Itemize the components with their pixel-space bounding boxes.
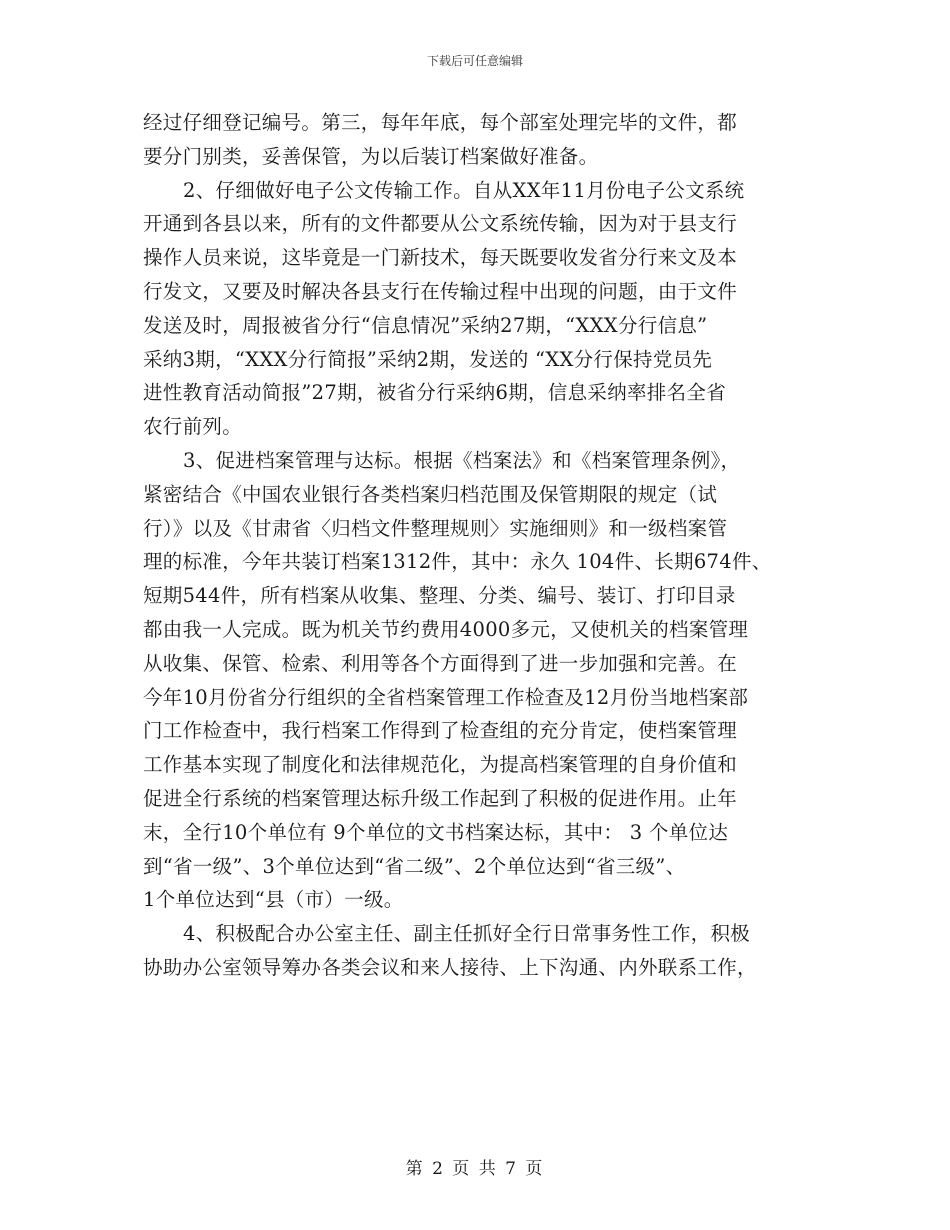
text-line: 短期544件，所有档案从收集、整理、分类、编号、装订、打印目录 bbox=[143, 584, 736, 608]
text-line: 开通到各县以来，所有的文件都要从公文系统传输，因为对于县支行 bbox=[143, 212, 738, 236]
text-line: 协助办公室领导筹办各类会议和来人接待、上下沟通、内外联系工作， bbox=[143, 955, 757, 979]
text-line: 末，全行10个单位有 9个单位的文书档案达标，其中： 3 个单位达 bbox=[143, 820, 729, 844]
text-line: 2、仔细做好电子公文传输工作。自从XX年11月份电子公文系统 bbox=[183, 178, 745, 202]
text-line: 工作基本实现了制度化和法律规范化，为提高档案管理的自身价值和 bbox=[143, 753, 738, 777]
text-line: 操作人员来说，这毕竟是一门新技术，每天既要收发省分行来文及本 bbox=[143, 246, 738, 270]
text-line: 促进全行系统的档案管理达标升级工作起到了积极的促进作用。止年 bbox=[143, 786, 738, 810]
text-line: 1个单位达到“县（市）一级。 bbox=[143, 888, 404, 912]
text-line: 采纳3期，“XXX分行简报”采纳2期，发送的 “XX分行保持党员先 bbox=[143, 347, 713, 371]
text-line: 门工作检查中，我行档案工作得到了检查组的充分肯定，使档案管理 bbox=[143, 719, 738, 743]
text-line: 今年10月份省分行组织的全省档案管理工作检查及12月份当地档案部 bbox=[143, 685, 749, 709]
text-line: 从收集、保管、检索、利用等各个方面得到了进一步加强和完善。在 bbox=[143, 651, 738, 675]
text-line: 理的标准，今年共装订档案1312件，其中：永久 104件、长期674件、 bbox=[143, 550, 772, 574]
text-line: 进性教育活动简报”27期，被省分行采纳6期，信息采纳率排名全省 bbox=[143, 381, 726, 405]
document-body bbox=[143, 106, 823, 985]
text-line: 行）》以及《甘肃省〈归档文件整理规则〉实施细则》和一级档案管 bbox=[143, 516, 728, 540]
text-line: 紧密结合《中国农业银行各类档案归档范围及保管期限的规定（试 bbox=[143, 482, 718, 506]
page-footer: 第 2 页 共 7 页 bbox=[405, 1159, 545, 1179]
text-line: 经过仔细登记编号。第三，每年年底，每个部室处理完毕的文件，都 bbox=[143, 111, 738, 134]
page-header: 下载后可任意编辑 bbox=[426, 54, 523, 68]
text-line: 4、积极配合办公室主任、副主任抓好全行日常事务性工作，积极 bbox=[183, 922, 751, 946]
text-line: 3、促进档案管理与达标。根据《档案法》和《档案管理条例》， bbox=[183, 448, 741, 472]
text-line: 到“省一级”、3个单位达到“省二级”、2个单位达到“省三级”、 bbox=[143, 854, 686, 878]
text-line: 农行前列。 bbox=[143, 415, 243, 439]
text-line: 发送及时，周报被省分行“信息情况”采纳27期，“XXX分行信息” bbox=[143, 313, 708, 337]
text-line: 要分门别类，妥善保管，为以后装订档案做好准备。 bbox=[143, 144, 599, 168]
text-line: 都由我一人完成。既为机关节约费用4000多元，又使机关的档案管理 bbox=[143, 617, 749, 641]
text-line: 行发文，又要及时解决各县支行在传输过程中出现的问题，由于文件 bbox=[143, 279, 738, 303]
